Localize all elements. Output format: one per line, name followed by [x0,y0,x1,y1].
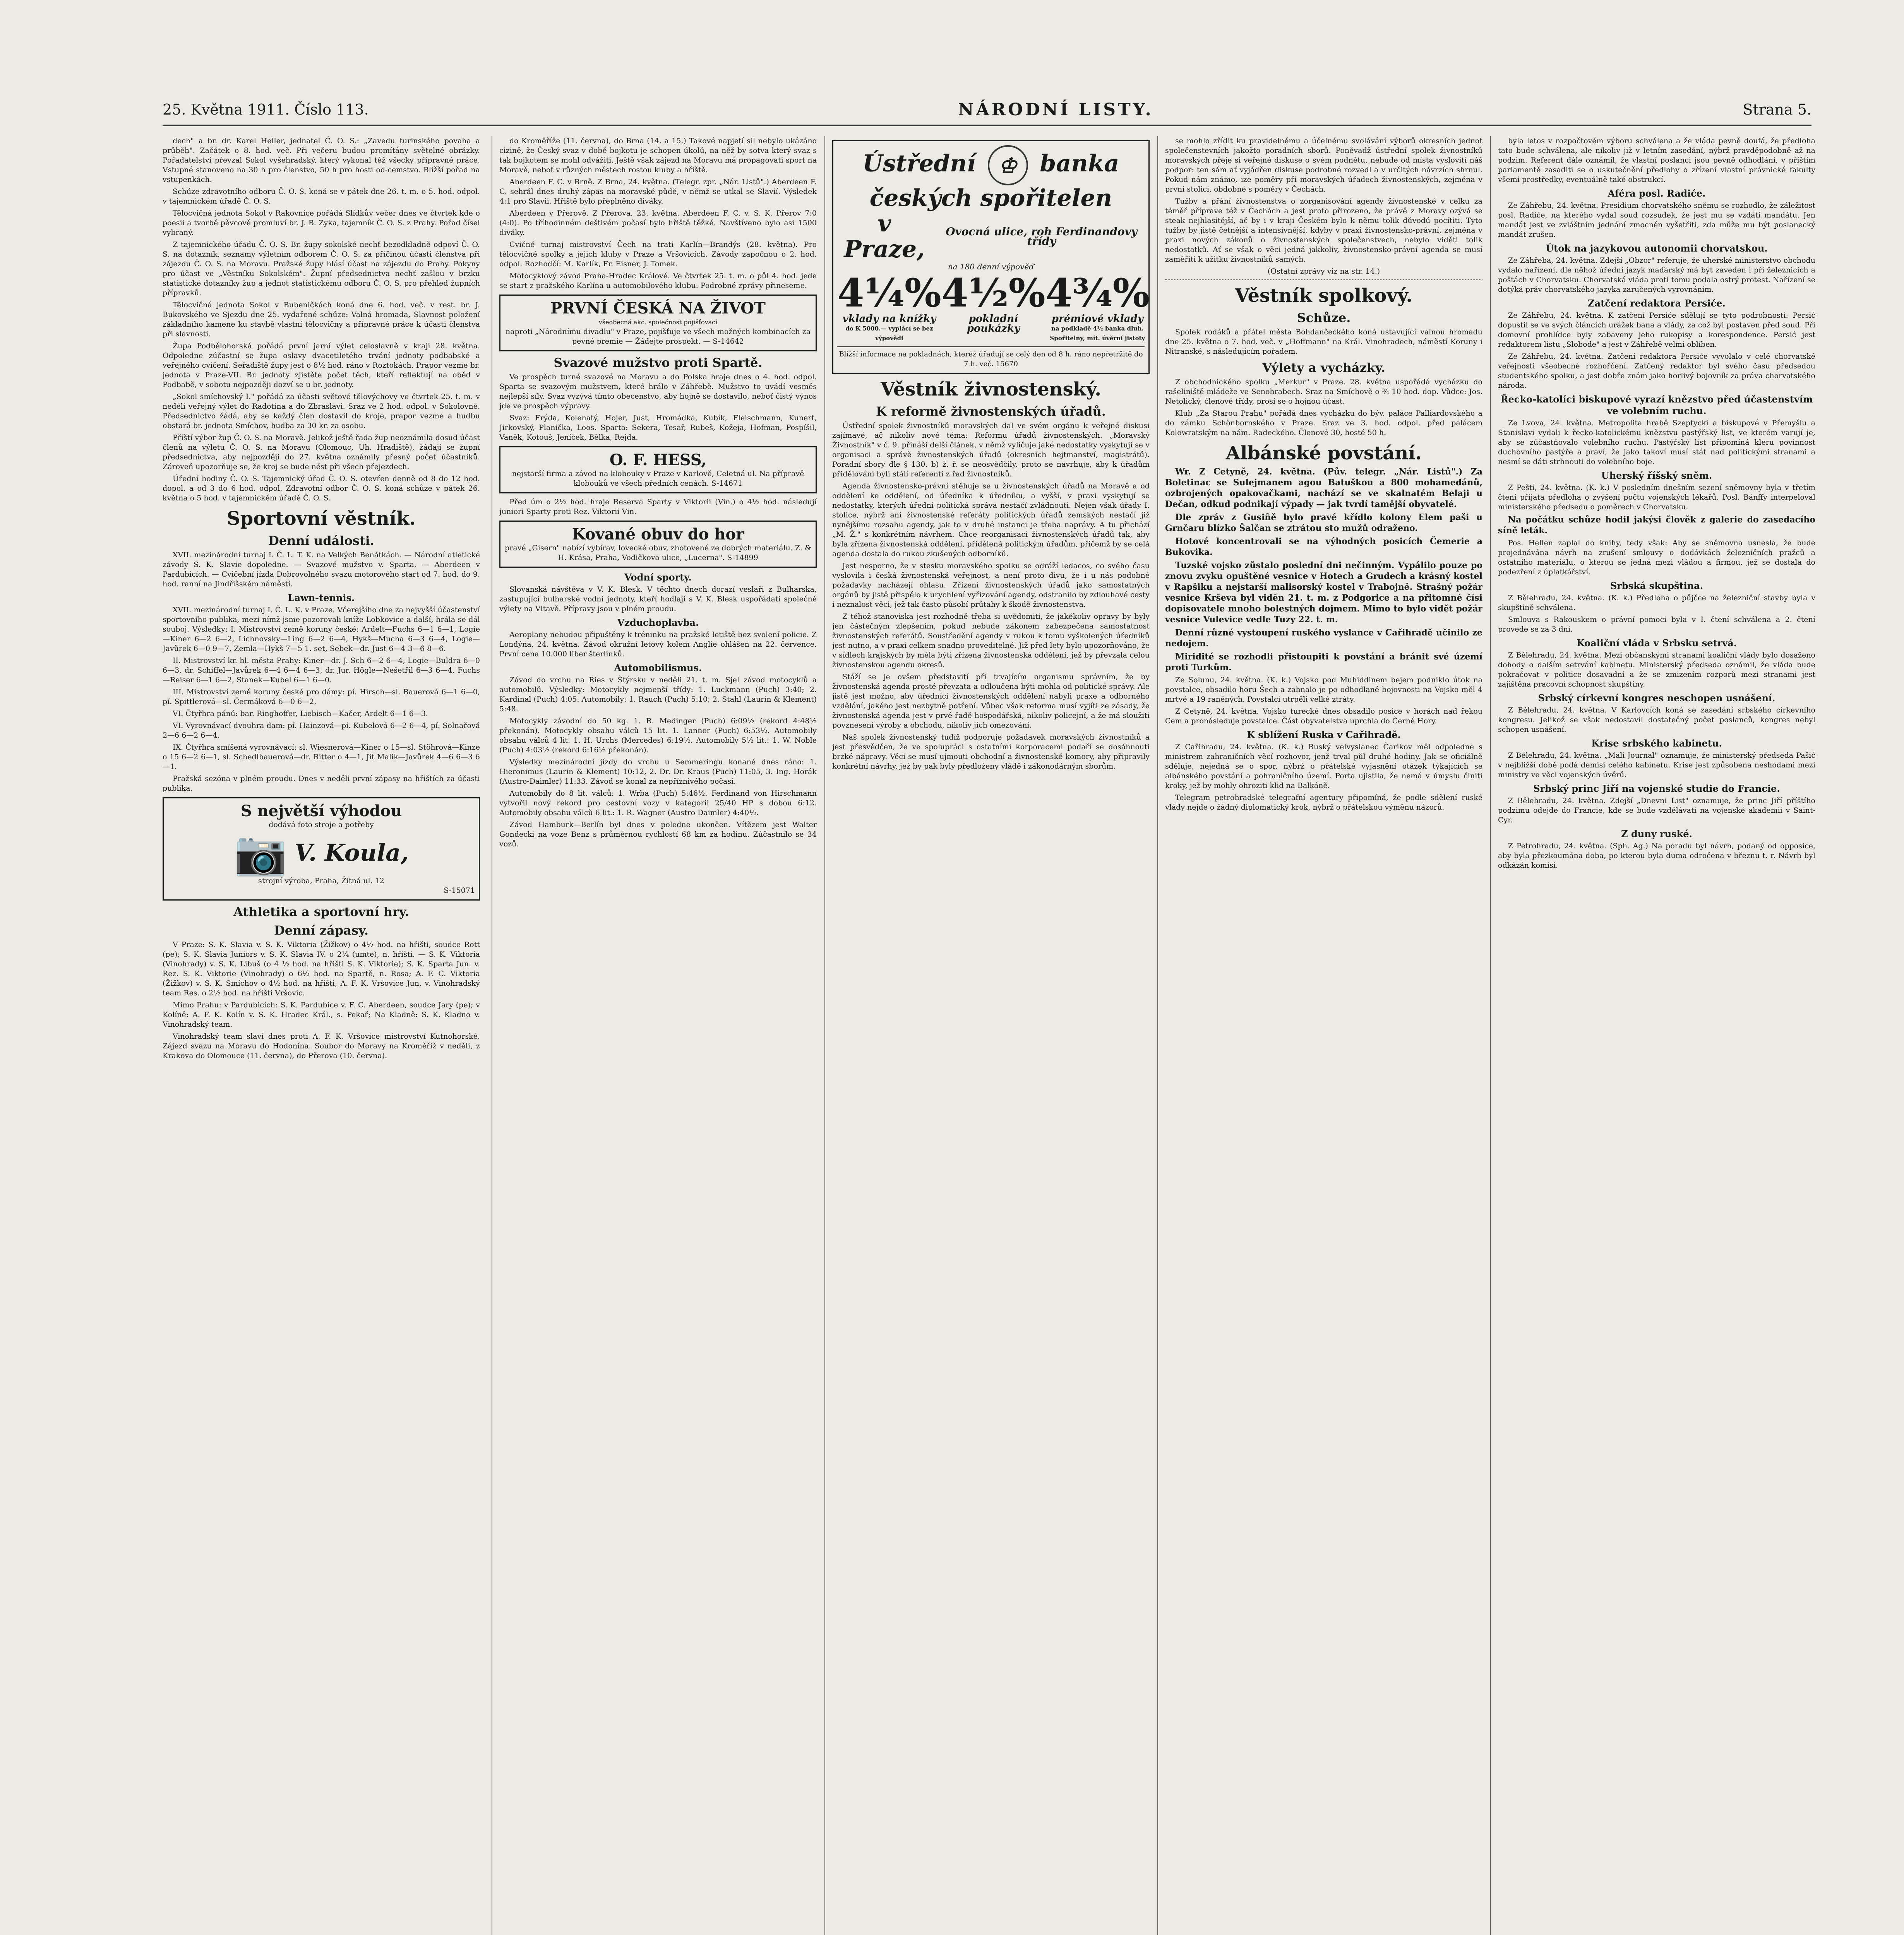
page-number: Strana 5. [1743,101,1811,118]
section-subtitle: Vodní sporty. [624,572,692,583]
paragraph: Z Bělehradu, 24. května. „Mali Journal" oznamuje, že ministerský předseda Pašić v nejbližší době podá demisi celého kabinetu. Krise jest způsobena neshodami mezi ministry ve věci vojenských úvěrů. [1498,751,1815,779]
rate-value: 4¾% [1045,270,1150,316]
paragraph: Aeroplany nebudou připuštěny k tréninku na pražské letiště bez svolení policie. Z Londýna, 24. května. Závod okružní letový kolem Anglie ohlášen na 22. července. První cena 10.000 liber šterlinků. [499,630,817,658]
advertisement-prvni-ceska [499,295,817,351]
paragraph: Z Bělehradu, 24. května. (K. k.) Předloha o půjčce na železniční stavby byla v skupštině schválena. [1498,594,1815,612]
paragraph: „Sokol smíchovský I." pořádá za účasti světové tělovýchovy ve čtvrtek 25. t. m. v neděli veřejný výlet do Radotína a do Zbraslavi. Sraz ve 2 hod. odpol. v Sokolovně. Předsednictvo žádá, aby se každý člen dostavil do kroje, prapor vezme a hudbu obstará br. jednota Smíchov, hudba za 30 kr. za osobu. [163,392,480,430]
paragraph: Jest nesporno, že v stesku moravského spolku se odráží ledacos, co svého času vyslovila i česká živnostenská veřejnost, a není proto divu, že i u nás podobné požadavky nacházejí ohlasu. Zřízení živnostenských úřadů jako samostatných orgánů by jistě přispělo k urychlení vyřizování agendy, odstranilo by zdlouhavé cesty i neznalost věci, jež tak často působí průtahy k škodě živnostenstva. [832,562,1150,609]
section-subtitle: Srbský církevní kongres neschopen usnášení. [1538,692,1775,704]
ad-title: O. F. HESS, [609,451,707,469]
rate-value: 4½% [941,270,1045,316]
section-subtitle: Výlety a vycházky. [1262,360,1386,375]
paragraph: Aberdeen v Přerově. Z Přerova, 23. května. Aberdeen F. C. v. S. K. Přerov 7:0 (4:0). Po tříhodinném deštivém počasí bylo hřiště těžké. Navštíveno bylo asi 1500 diváky. [499,209,817,237]
paragraph: III. Mistrovství země koruny české pro dámy: pí. Hirsch—sl. Bauerová 6—1 6—0, pí. Spittlerová—sl. Čermáková 6—0 6—2. [163,688,480,706]
column-divider [824,136,825,1935]
paragraph: Automobily do 8 lit. válců: 1. Wrba (Puch) 5:46½. Ferdinand von Hirschmann vytvořil nový rekord pro cestovní vozy v kategorii 25/40 HP s dobou 6:12. Automobily obsahu válců 6 lit.: 1. R. Wagner (Austro Daimler) 4:40½. [499,789,817,817]
bank-note: Bližší informace na pokladnách, kteréž úřadují se celý den od 8 h. ráno nepřetržitě do 7 h. več. 15670 [837,346,1145,369]
paragraph: Příští výbor žup Č. O. S. na Moravě. Jelikož ještě řada žup neoznámila dosud účast členů na výletu Č. O. S. na Moravu (Olomouc, Uh. Hradiště), žádají se župní předsednictva, aby nejpozději do 27. května oznámily přesný počet účastníků. Zároveň upozorňuje se, že kroj se bude nést při všech přejezdech. [163,433,480,471]
section-title: Albánské povstání. [1225,442,1422,464]
rate-savings [837,272,941,343]
paragraph: VI. Čtyřhra pánů: bar. Ringhoffer, Liebisch—Kačer, Ardelt 6—1 6—3. [173,709,428,718]
section-title: Sportovní věstník. [226,508,416,529]
ad-body: naproti „Národnímu divadlu" v Praze, pojišťuje ve všech možných kombinacích za pevné premie — Žádejte prospekt. — S-14642 [505,327,811,346]
paragraph: Ze Záhřebu, 24. května. Zatčení redaktora Persiće vyvolalo v celé chorvatské veřejnosti všeobecné rozhořčení. Zatčený redaktor byl svého času předsedou studentského spolku, a jest dobře znám jako horlivý bojovník za práva chorvatského národa. [1498,352,1815,390]
coat-of-arms-icon: ♔ [988,145,1028,185]
advertisement-hess [499,446,817,493]
paragraph: II. Mistrovství kr. hl. města Prahy: Kiner—dr. J. Sch 6—2 6—4, Logie—Buldra 6—0 6—3, dr. Schiffel—Javůrek 6—4 6—4 6—3, dr. Jur. Högle—Nešetřil 6—3 6—4, Fuchs—Reiser 6—1 6—2, Stanek—Kubel 6—1 6—0. [163,656,480,684]
paragraph: VI. Vyrovnávací dvouhra dam: pí. Hainzová—pí. Kubelová 6—2 6—4, pí. Solnařová 2—6 6—2 6—4. [163,721,480,740]
paragraph: Tělocvičná jednota Sokol v Bubeničkách koná dne 6. hod. več. v rest. br. J. Bukovského ve Sjezdu dne 25. vydařené schůze: Valná hromada, Slavnost položení základního kamene ku stavbě vlastní tělocvičny a přípravné práce k účasti členstva při slavnosti. [163,301,480,338]
header-rule [163,125,1811,126]
paragraph: Ve prospěch turné svazové na Moravu a do Polska hraje dnes o 4. hod. odpol. Sparta se svazovým mužstvem, které hrálo v Záhřebě. Mužstvo to uvádí vesměs nejlepší síly. Svaz vyzývá tímto obecenstvo, aby hojně se dostavilo, neboť čistý výnos jde ve prospěch výpravy. [499,373,817,410]
rate-label: vklady na knížky [842,313,936,325]
section-subtitle: Útok na jazykovou autonomii chorvatskou. [1546,243,1768,254]
section-subtitle: Denní události. [268,533,374,548]
rate-label: prémiové vklady [1051,313,1143,325]
paragraph: IX. Čtyřhra smíšená vyrovnávací: sl. Wiesnerová—Kiner o 15—sl. Stöhrová—Kinze o 15 6—2 6—1, sl. Schedlbauerová—dr. Ritter o 4—1, Jit Malik—Javůrek 4—6 6—3 6—1. [163,743,480,771]
paragraph: Cvičné turnaj mistrovství Čech na trati Karlín—Brandýs (28. května). Pro tělocvičné spolky a jejich kluby v Praze a Vršovicích. Závody započnou o 2. hod. odpol. Rozhodčí: M. Karlík, Fr. Eisner, J. Tomek. [499,240,817,268]
section-subtitle: Automobilismus. [614,662,702,673]
paragraph: Klub „Za Starou Prahu" pořádá dnes vycházku do býv. paláce Palliardovského a do zámku Schönbornského v Praze. Sraz ve 3. hod. odpol. před palácem Kolowratským na nám. Radeckého. Členové 30, hosté 50 h. [1165,409,1482,437]
ad-title: PRVNÍ ČESKÁ NA ŽIVOT [550,299,766,317]
paragraph: Slovanská návštěva v V. K. Blesk. V těchto dnech dorazí veslaři z Bulharska, zastupující bulharské vodní jednoty, kteří hodlají s V. K. Blesk uspořádati společné výlety na Vltavě. Přípravy jsou v plném proudu. [499,585,817,613]
paragraph: Pos. Hellen zaplal do knihy, tedy však: Aby se sněmovna usnesla, že bude projednávána návrh na zrušení smlouvy o dodávkách železničních pražců a ostatního materiálu, o kterou se jedná mezi vládou a firmou, jež se dostala do podezření z úplatkářství. [1498,539,1815,576]
divider [1165,279,1482,280]
paragraph: byla letos v rozpočtovém výboru schválena a že vláda pevně doufá, že předloha tato bude schválena, ale nikoliv již v letním zasedání, nýbrž pravděpodobně až na podzim. Referent dále oznámil, že vlastní poslanci jsou pevně odhodláni, v příštím parlamentě zasaditi se o uskutečnění předlohy o zřízení vlastní právnické fakulty všemi prostředky, eventuálně také obstrukcí. [1498,137,1815,184]
section-subtitle: K reformě živnostenských úřadů. [876,404,1106,419]
column-divider [1157,136,1158,1935]
bank-subtitle: českých spořitelen [869,185,1112,212]
column-divider [1490,136,1491,1935]
bank-address: Ovocná ulice, roh Ferdinandovy třídy [946,225,1138,248]
paragraph: Agenda živnostensko-právní stěhuje se u živnostenských úřadů na Moravě a od oddělení ke oddělení, od úředníka k úředníku, a vyšší, v praxi vyskytují se nedostatky, kterých úřední politická správa nestačí zvládnouti. Nejen však úřady I. stolice, nýbrž ani živnostenské referáty politických úřadů zemských nestačí již nynějšímu rozsahu agendy, jak to v druhé instanci je třeba naprávy. A tu přichází „M. Ž." s konkrétním návrhem. Chce reorganisaci živnostenských úřadů tak, aby byla zřízena živnostenská oddělení, přidělená politickým úřadům, přičemž by se celá agenda dostala do rukou zkušených odborníků. [832,482,1150,558]
section-title: Věstník živnostenský. [881,378,1101,400]
rate-value: 4¼% [837,270,941,316]
paragraph: Z Bělehradu, 24. května. V Karlovcích koná se zasedání srbského církevního kongresu. Jelikož se však nedostavil dostatečný počet poslanců, kongres nebyl schopen usnášení. [1498,706,1815,734]
paragraph: Stáží se je ovšem představití při trvajícím organismu správním, že by živnostenská agenda prosté převzata a odloučena býti mohla od politické správy. Ale jistě jest možno, aby úředníci živnostenských oddělení nabyli praxe a odborného vzdělání, jakého jest nezbytně potřebí. Vůbec však reforma musí vyjíti ze zásady, že živnostenská agenda jest v prvé řadě hospodářská, nikoliv policejní, a že má sloužiti povznesení výroby a obchodu, nikoliv jich omezování. [832,673,1150,729]
paragraph: Z téhož stanoviska jest rozhodně třeba si uvědomiti, že jakékoliv opravy by byly jen částečným zlepšením, pokud nebude zákonem zabezpečena samostatnost živnostenských referátů. Soustředění agendy v rukou k tomu vyškolených úředníků jest nutno, a v praxi celkem snadno proveditelné. Již před lety bylo upozorňováno, že v sídlech krajských by měla býti zřízena živnostenská oddělení, jež by převzala celou živnostenskou agendu okresů. [832,612,1150,669]
section-subtitle: Vzduchoplavba. [617,617,699,628]
paragraph: Náš spolek živnostenský tudíž podporuje požadavek moravských živnostníků a jest přesvědčen, že ve spolupráci s ostatními korporacemi podaří se dosáhnouti brzké nápravy. Věci se musí ujmouti obchodní a živnostenské komory, aby připravily konkrétní návrhy, jež by pak byly předloženy vládě i zákonodárným sborům. [832,733,1150,771]
paragraph: Ze Solunu, 24. května. (K. k.) Vojsko pod Muhiddinem bejem podniklo útok na povstalce, obsadilo horu Šech a zahnalo je po odhodlané bojovnosti na Vojsko měl 4 mrtvé a 19 raněných. Povstalci utrpěli velké ztráty. [1165,676,1482,704]
column-4 [1165,136,1482,1935]
paragraph: Z obchodnického spolku „Merkur" v Praze. 28. května uspořádá vycházku do rašeliniště mládeže ve Senohrabech. Sraz na Smíchově o ¾ 10 hod. dop. Vůdce: Jos. Netolický, členové třídy, prosí se o hojnou účast. [1165,378,1482,406]
ad-subtitle: dodává foto stroje a potřeby [269,820,374,829]
section-subtitle: Denní zápasy. [274,923,369,938]
paragraph: Aberdeen F. C. v Brně. Z Brna, 24. května. (Telegr. zpr. „Nár. Listů".) Aberdeen F. C. sehrál dnes druhý zápas na moravské půdě, v němž se utkal se Slavií. Výsledek 4:1 pro Slavii. Hřiště bylo přeplněno diváky. [499,178,817,205]
section-subtitle: Svazové mužstvo proti Spartě. [554,355,763,370]
section-subtitle: Zatčení redaktora Persiće. [1588,298,1726,309]
advertisement-bank [832,140,1150,374]
paragraph: Tuzské vojsko zůstalo poslední dni nečinným. Vypálilo pouze po znovu zvyku opuštěné vesnice v Hotech a Grudech a krásný kostel v Rapšiku a nejstarší malisorský kostel v Trabojně. Strašný požár vesnice Krševa byl viděn 21. t. m. z Podgorice a na přitomné čísi dopisovatele mnoho bolestných dojmem. Mimo to bylo vidět požár vesnice Vulevice vedle Tuzy 22. t. m. [1165,560,1482,625]
issue-date: 25. Května 1911. Číslo 113. [163,101,369,118]
paragraph: Z Petrohradu, 24. května. (Sph. Ag.) Na poradu byl návrh, podaný od opposice, aby byla přezkoumána doba, po kterou byla duma odročena v březnu t. r. Návrh byl odkázán komisi. [1498,842,1815,870]
rate-note: na podkladě 4½ banka dluh. Spořitelny, mít. úvěrní jistoty [1050,325,1145,342]
advertisement-koula [163,797,480,901]
paragraph: Z Cetyně, 24. května. Vojsko turecké dnes obsadilo posice v horách nad řekou Cem a pronásleduje povstalce. Část obyvatelstva uprchla do Černé Hory. [1165,707,1482,725]
section-subtitle: Koaliční vláda v Srbsku setrvá. [1576,637,1737,649]
paragraph: Spolek rodáků a přátel města Bohdančeckého koná ustavující valnou hromadu dne 25. května o 7. hod. več. v „Hoffmann" na Král. Vinohradech, náměstí Koruny i Nitranské, s následujícím pořadem. [1165,328,1482,356]
paragraph: Mimo Prahu: v Pardubicích: S. K. Pardubice v. F. C. Aberdeen, soudce Jary (pe); v Kolíně: A. F. K. Kolín v. S. K. Hradec Král., s. Pekař; Na Kladně: S. K. Kladno v. Vinohradský team. [163,1001,480,1029]
section-subtitle: Uherský říšský sněm. [1601,470,1712,481]
section-subtitle: Srbský princ Jiří na vojenské studie do Francie. [1533,783,1780,794]
paragraph: Tužby a přání živnostenstva o zorganisování agendy živnostenské v celku za téměř příprave též v Čechách a jest proto přirozeno, že právě z Moravy ozývá se steak nejhlasitější, ač by i v kraji Českém bylo k němu tolik důvodů pocítiti. Tyto tužby by jistě četnější a intensivnější, kdyby v praxi živnostensko-právní, zejména v praxi nových zákonů o živnostenských společenstvech, nebylo viděti tolik nedostatků. Ať se však o věci jedná jakkoliv, živnostensko-právní agenda se musí zaměřiti k užitku živnostníků samých. [1165,197,1482,264]
section-subtitle: Lawn-tennis. [288,592,355,603]
ad-body: pravé „Gisern" nabízí vybírav, lovecké obuv, zhotovené ze dobrých materiálu. Z. & H. Krása, Praha, Vodičkova ulice, „Lucerna". S-14899 [505,544,811,562]
paragraph: Tělocvičná jednota Sokol v Rakovníce pořádá Slídkův večer dnes ve čtvrtek kde o poesii a tvorbě pěvcově promluví br. J. B. Zyka, tajemník Č. O. S. z Prahy. Pořad čísel vybraný. [163,209,480,237]
bank-title-2: banka [1040,150,1119,177]
paragraph: Z Cařihradu, 24. května. (K. k.) Ruský velvyslanec Čarikov měl odpoledne s ministrem zahraničních věcí rozhovor, jenž trval půl druhé hodiny. Jak se oficiálně sděluje, nejedná se o spor, nýbrž o přátelské vyjasnění otázek týkajících se albánského povstání a pohraničního území. Porta ujistila, že nemá v úmyslu činiti kroky, jež by mohly ohroziti klid na Balkáně. [1165,743,1482,790]
paragraph: Závod do vrchu na Ries v Štýrsku v neděli 21. t. m. Sjel závod motocyklů a automobilů. Výsledky: Motocykly nejmenší třídy: 1. Luckmann (Puch) 3:40; 2. Kardinal (Puch) 4:05. Automobily: 1. Rauch (Puch) 5:10; 2. Stahl (Laurin & Klement) 5:48. [499,676,817,713]
paragraph: Motocykly závodní do 50 kg. 1. R. Medinger (Puch) 6:09½ (rekord 4:48½ překonán). Motocykly obsahu válců 15 lit. 1. Lanner (Puch) 6:53½. Automobily obsahu válců 4 lit: 1. H. Urchs (Mercedes) 6:19½. Automobily 5½ lit.: 1. W. Noble (Puch) 4:03½ (rekord 6:16½ překonán). [499,717,817,754]
section-subtitle: Z duny ruské. [1621,828,1692,839]
section-subtitle: Aféra posl. Radiće. [1608,188,1706,199]
paragraph: Z tajemnického úřadu Č. O. S. Br. župy sokolské nechť bezodkladně odpoví Č. O. S. na dotazník, seznamy výletním odborem Č. O. S. za příčinou účasti členstva při zájezdu Č. O. S. na Moravu. Pražské župy hlásí účast na zájezdu do Prahy. Pokyny pro účast ve „Věstníku Sokolském". Župní předsednictva nechť zašlou v brzku statistické dotazníky žup a jednot statistickému odboru Č. O. S. pro přehled župních přípravků. [163,240,480,297]
paragraph: Župa Podbělohorská pořádá první jarní výlet celoslavně v kraji 28. května. Odpoledne zúčastní se župa oslavy dvacetiletého trvání jednoty podbabské a veřejného cvičení. Seřadiště župy jest o 8½ hod. ráno v Roztokách. Prapor vezme br. jednota v Praze-VII. Br. jednoty zjistěte počet těch, kteří reflektují na oběd v Podbabě, v sobotu nejpozději dozví se u br. jednoty. [163,342,480,389]
ad-code: S-15071 [444,886,475,895]
paragraph: Hotové koncentrovali se na výhodných posicích Čemerie a Bukovika. [1165,536,1482,557]
paragraph: Wr. Z Cetyně, 24. května. (Pův. telegr. „Nár. Listů".) Za Boletinac se Sulejmanem agou Batuškou a 800 mohamedánů, ozbrojených opakovačkami, nachází se ve skalnatém Belaji u Dečan, odkud podnikají výpady — jak tvrdí tamější obyvatelé. [1165,467,1482,509]
paragraph: Dle zpráv z Gusiñě bylo pravé křídlo kolony Elem paši u Grnčaru blízko Šalčan se ztrátou sto mužů odraženo. [1165,512,1482,533]
paragraph: Z Bělehradu, 24. května. Zdejší „Dnevni List" oznamuje, že princ Jiří příštího podzimu odejde do Francie, kde se bude vzdělávati na vojenské akademii v Saint-Cyr. [1498,796,1815,824]
rate-cash-notes [941,272,1045,343]
advertisement-krasa [499,521,817,568]
paragraph: Úřední hodiny Č. O. S. Tajemnický úřad Č. O. S. otevřen denně od 8 do 12 hod. dopol. a od 3 do 6 hod. odpol. Zdravotní odbor Č. O. S. koná schůze v pátek 26. května o 5 hod. v tajemnickém úřadě Č. O. S. [163,474,480,502]
section-title: Věstník spolkový. [1235,285,1413,307]
section-subtitle: Řecko-katolíci biskupové vyrazí knězstvo před účastenstvím ve volebním ruchu. [1500,394,1813,416]
paragraph: Denní různé vystoupení ruského vyslance v Cařihradě učinilo ze nedojem. [1165,628,1482,649]
paragraph: Na počátku schůze hodil jakýsi člověk z galerie do zasedacího síně leták. [1498,515,1815,536]
column-1 [163,136,480,1935]
paragraph: Z Bělehradu, 24. května. Mezi občanskými stranami koaliční vlády bylo dosaženo dohody o dalším setrvání kabinetu. Ministerský předseda oznámil, že vláda bude pokračovat v politice dosavadní a že se zmizením rozporů mezi stranami jest zajištěna pracovní schopnost skupštiny. [1498,651,1815,688]
bank-title-1: Ústřední [862,150,976,177]
section-subtitle: Schůze. [1297,310,1351,325]
section-title: Athletika a sportovní hry. [233,904,409,919]
paragraph: Ze Záhřeba, 24. května. Zdejší „Obzor" referuje, že uherské ministerstvo obchodu vydalo nařízení, dle něhož úřední jazyk maďarský má být zaveden i při železnicích a poštách v Chorvatsku. Chorvatská vláda proti tomu podala ostrý protest. Nařízení se dotýká práv chorvatského jazyka zaručených vyrovnáním. [1498,256,1815,294]
section-subtitle: Krise srbského kabinetu. [1591,738,1722,749]
section-subtitle: Srbská skupština. [1610,580,1703,591]
paragraph: Smlouva s Rakouskem o právní pomoci byla v I. čtení schválena a 2. čtení provede se za 3 dni. [1498,615,1815,634]
paragraph: Výsledky mezinárodní jízdy do vrchu u Semmeringu konané dnes ráno: 1. Hieronimus (Laurin & Klement) 10:12, 2. Dr. Dr. Kraus (Puch) 11:05, 3. Ing. Horák (Austro-Daimler) 11:33. Závod se konal za nepříznivého počasí. [499,758,817,786]
continuation-note: (Ostatní zprávy viz na str. 14.) [1267,267,1380,276]
paragraph: se mohlo zřídit ku pravidelnému a účelnému svolávání výborů okresních jednot společenstevních jakožto poradních sborů. Poněvadž ústřední spolek živnostníků moravských přeje si veřejné diskuse o svém podnětu, nebude od místa vyslovití náš podpor: ten sám ať vyjádřen diskuse podrobné rozvedl a v určitých návrzích shrnul. Pokud nám známo, ize poměry při moravských úřadech živnostenských, zejména v první stolici, obdobné s poměry v Čechách. [1165,137,1482,194]
paragraph: do Kroměříže (11. června), do Brna (14. a 15.) Takové napjetí sil nebylo ukázáno cizině, že Český svaz v době bojkotu je schopen úkolů, na něž by sotva který svaz s tak bojkotem se mohl odvážiti. Ještě však zájezd na Moravu má propagovati sport na Moravě, neboť v různých městech rostou kluby a hřiště. [499,137,817,174]
paragraph: Vinohradský team slaví dnes proti A. F. K. Vršovice mistrovství Kutnohorské. Zájezd svazu na Moravu do Hodonína. Soubor do Moravy na Kroměříž v neděli, z Krakova do Olomouce (11. června), do Přerova (10. června). [163,1032,480,1060]
ad-title: S největší výhodou [240,802,402,820]
paragraph: XVII. mezinárodní turnaj I. Č. L. K. v Praze. Včerejšího dne za nejvyšší účastenství sportovního publika, mezi nímž jsme pozorovali kníže Lobkovice a další, hrála se dál souboj. Výsledky: I. Mistrovství země koruny české: Ardelt—Fuchs 6—1 6—1, Logie—Kiner 6—2 6—2, Lichnovsky—Ling 6—2 6—4, Hykš—Mucha 6—3 6—4, Logie—Javůrek 6—0 9—7, Zemla—Hykš 7—5 1. set, Sebek—dr. Just 6—4 3—6 8—6. [163,606,480,653]
ad-subtitle: všeobecná akc. společnost pojišťovací [598,319,718,326]
paragraph: Motocyklový závod Praha-Hradec Králové. Ve čtvrtek 25. t. m. o půl 4. hod. jede se start z pražského Karlína u automobilového klubu. Podrobné zprávy přineseme. [499,272,817,290]
paragraph: Telegram petrohradské telegrafní agentury připomíná, že podle sdělení ruské vlády nejde o žádný diplomatický krok, nýbrž o přátelskou výměnu názorů. [1165,793,1482,812]
paragraph: Závod Hamburk—Berlín byl dnes v poledne ukončen. Vítězem jest Walter Gondecki na voze Benz s průměrnou rychlostí 68 km za hodinu. Zúčastnilo se 34 vozů. [499,820,817,848]
paragraph: V Praze: S. K. Slavia v. S. K. Viktoria (Žižkov) o 4½ hod. na hřišti, soudce Rott (pe); S. K. Slavia Juniors v. S. K. Slavia IV. o 2¼ (umte), n. hřišti. — S. K. Viktoria (Vinohrady) v. S. K. Libuš (o 4 ½ hod. na hřišti S. K. Viktorie); S. K. Sparta Jun. v. Rez. S. K. Viktorie (Vinohrady) o 6½ hod. na Spartě, n. Rosa; A. F. C. Viktoria (Žižkov) v. S. K. Smíchov o 4½ hod. na hřišti; A. F. K. Vršovice Jun. v. Vinohradský team Res. o 2½ hod. na hřišti Vršovic. [163,940,480,997]
page-header [163,98,1811,122]
ad-address: strojní výroba, Praha, Žitná ul. 12 [258,877,384,885]
paragraph: Schůze zdravotního odboru Č. O. S. koná se v pátek dne 26. t. m. o 5. hod. odpol. v tajemnickém úřadě Č. O. S. [163,187,480,205]
paragraph: XVII. mezinárodní turnaj I. Č. L. T. K. na Velkých Benátkách. — Národní atletické závody S. K. Slavie dopoledne. — Svazové mužstvo v. Sparta. — Aberdeen v Pardubicích. — Cvičební jízda Dobrovolného svazu motorového start od 7. hod. do 9. hod. ranní na Jindřišském náměstí. [163,551,480,588]
paragraph: Svaz: Frýda, Kolenatý, Hojer, Just, Hromádka, Kubík, Fleischmann, Kunert, Jirkovský, Planička, Loos. Sparta: Sekera, Tesař, Rubeš, Kožeja, Hofman, Pospíšil, Vaněk, Kotouš, Jeníček, Bělka, Rejda. [499,414,817,442]
paragraph: Pražská sezóna v plném proudu. Dnes v neděli první zápasy na hřištích za účasti publika. [163,774,480,793]
rate-top-note: na 180 denní výpověď [948,262,1034,271]
paragraph: Ze Záhřebu, 24. května. K zatčení Persiće sdělují se tyto podrobnosti: Persić dopustil se ve svých článcích urážek bana a vlády, za což byl postaven před soud. Při domovní prohlídce byly zabaveny jeho rukopisy a korespondence. Persić jest redaktorem listu „Slobode" a jest v Záhřebě velmi oblíben. [1498,311,1815,349]
paragraph: Ze Lvova, 24. května. Metropolita hrabě Szeptycki a biskupové v Přemyšlu a Stanislavi vydali k řecko-katolickému knězstvu pastýřský list, ve kterém varují je, aby se zúčastňovalo volebního ruchu. Pastýřský list připomíná kleru povinnost duchovního pastýře a praví, že jako takoví musí stát nad politickými stranami a nesmí se dáti strhnouti do volebního boje. [1498,419,1815,466]
rate-note: do K 5000.— vyplácí se bez výpovědi [845,325,933,342]
camera-icon: 📷 [234,828,287,878]
ad-body: nejstarší firma a závod na klobouky v Praze v Karlově, Celetná ul. Na přípravě klobouků ve všech předních cenách. S-14671 [512,469,804,488]
masthead: NÁRODNÍ LISTY. [958,99,1153,120]
column-2 [499,136,817,1935]
ad-title: Kované obuv do hor [572,525,744,543]
paragraph: Miridité se rozhodli přistoupiti k povstání a bránit své území proti Turkům. [1165,652,1482,673]
rate-premium [1045,272,1150,343]
paragraph: Ze Záhřebu, 24. května. Presidium chorvatského sněmu se rozhodlo, že záležitost posl. Radiće, na kterého vydal soud rozsudek, že jest mu se vzdáti mandátu. Jen mandát jest ve zvláštním jednání zmocněn vyšetřiti, zda může mu být poslanecký mandát zrušen. [1498,201,1815,239]
bank-city: v Praze, [844,210,925,263]
paragraph: Před úm o 2½ hod. hraje Reserva Sparty v Viktorii (Vin.) o 4½ hod. následují juniori Sparty proti Rez. Viktorii Vin. [499,498,817,516]
paragraph: dech" a br. dr. Karel Heller, jednatel Č. O. S.: „Zavedu turinského povaha a průběh". Začátek o 8. hod. več. Při večeru budou promítány světelné obrázky. Pořadatelství převzal Sokol vyšehradský, který vykonal též všecky přípravné práce. Vstupné stanoveno na 30 h pro členstvo, 50 h pro hosti od-cemstvo. Bližší pořad na vstupenkách. [163,137,480,184]
column-3 [832,136,1150,1935]
paragraph: Z Pešti, 24. května. (K. k.) V posledním dnešním sezení sněmovny byla v třetím čtení přijata předloha o zvýšení počtu vojenských lékařů. Posl. Bánffy interpeloval ministerského předsedu o poměrech v Chorvatsku. [1498,483,1815,511]
rate-label: pokladní poukázky [967,313,1020,334]
paragraph: Ústřední spolek živnostníků moravských dal ve svém orgánu k veřejné diskusi zajímavé, ač nikoliv nové téma: Reformu úřadů živnostenských. „Moravský Živnostník" v č. 9. přináší delší článek, v němž vyličuje jaké nedostatky vyskytují se v organisaci a správě živnostenských úřadů (okresních hejtmanství, magistrátů). Poradní sbory dle § 130. b) ž. ř. se neosvědčily, proto se navrhuje, aby k úřadům přidělováni byli stálí referenti z řad živnostníků. [832,421,1150,478]
ad-name: V. Koula, [295,839,409,866]
section-subtitle: K sblížení Ruska v Cařihradě. [1247,729,1401,740]
column-5 [1498,136,1815,1935]
